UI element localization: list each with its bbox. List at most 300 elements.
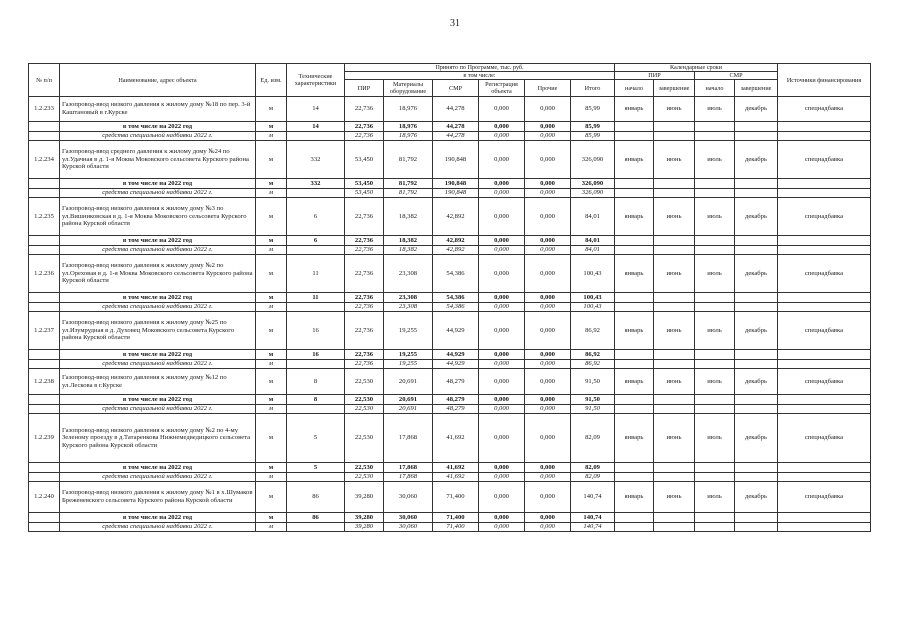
empty-cell — [654, 246, 695, 255]
other-cost: 0,000 — [525, 141, 571, 179]
empty-cell — [735, 405, 778, 414]
header-including: в том числе: — [345, 72, 615, 80]
reg-value: 0,000 — [479, 189, 525, 198]
smr-value: 44,929 — [433, 350, 479, 360]
materials-cost: 17,868 — [384, 414, 433, 463]
subtotal-row — [29, 463, 871, 473]
table-row — [29, 198, 871, 236]
total-value: 84,01 — [571, 236, 615, 246]
unit: м — [256, 303, 287, 312]
smr-value: 44,278 — [433, 122, 479, 132]
other-cost: 0,000 — [525, 312, 571, 350]
special-funds-row — [29, 303, 871, 312]
empty-cell — [695, 513, 735, 523]
funding-source: спецнадбавка — [778, 482, 871, 513]
other-value: 0,000 — [525, 463, 571, 473]
reg-value: 0,000 — [479, 303, 525, 312]
empty-cell — [695, 179, 735, 189]
subtotal-label: в том числе на 2022 год — [60, 179, 256, 189]
special-funds-label: средства специальной надбавки 2022 г. — [60, 189, 256, 198]
empty-cell — [778, 463, 871, 473]
total-cost: 140,74 — [571, 482, 615, 513]
total-cost: 91,50 — [571, 369, 615, 395]
pir-cost: 22,736 — [345, 198, 384, 236]
tech-characteristic: 16 — [287, 350, 345, 360]
mat-value: 81,792 — [384, 179, 433, 189]
mat-value: 20,691 — [384, 405, 433, 414]
pir-value: 22,736 — [345, 122, 384, 132]
materials-cost: 18,382 — [384, 198, 433, 236]
other-value: 0,000 — [525, 293, 571, 303]
empty-cell — [735, 523, 778, 532]
special-funds-row — [29, 246, 871, 255]
empty-cell — [29, 189, 60, 198]
empty-cell — [29, 350, 60, 360]
other-cost: 0,000 — [525, 198, 571, 236]
pir-value: 22,530 — [345, 473, 384, 482]
header-registration: Регистрация объекта — [479, 80, 525, 97]
reg-value: 0,000 — [479, 236, 525, 246]
smr-value: 54,386 — [433, 293, 479, 303]
smr-cost: 42,892 — [433, 198, 479, 236]
empty-cell — [29, 473, 60, 482]
registration-cost: 0,000 — [479, 198, 525, 236]
mat-value: 30,060 — [384, 513, 433, 523]
total-value: 326,090 — [571, 189, 615, 198]
mat-value: 18,382 — [384, 236, 433, 246]
special-funds-row — [29, 405, 871, 414]
subtotal-row — [29, 122, 871, 132]
smr-value: 190,848 — [433, 179, 479, 189]
tech-characteristic: 5 — [287, 463, 345, 473]
table-header — [29, 64, 871, 97]
pir-end: июнь — [654, 141, 695, 179]
empty-cell — [735, 513, 778, 523]
empty-cell — [615, 405, 654, 414]
row-id: 1.2.238 — [29, 369, 60, 395]
total-cost: 85,99 — [571, 97, 615, 122]
empty-cell — [695, 523, 735, 532]
empty-cell — [778, 236, 871, 246]
total-value: 82,09 — [571, 463, 615, 473]
unit: м — [256, 198, 287, 236]
object-name: Газопровод-ввод низкого давления к жилому дому №12 по ул.Лескова в г.Курске — [60, 369, 256, 395]
empty-cell — [735, 236, 778, 246]
reg-value: 0,000 — [479, 179, 525, 189]
mat-value: 30,060 — [384, 523, 433, 532]
empty-cell — [615, 395, 654, 405]
empty-cell — [778, 246, 871, 255]
total-value: 82,09 — [571, 473, 615, 482]
smr-cost: 41,692 — [433, 414, 479, 463]
smr-cost: 71,400 — [433, 482, 479, 513]
pir-value: 22,736 — [345, 360, 384, 369]
empty-cell — [778, 293, 871, 303]
registration-cost: 0,000 — [479, 141, 525, 179]
materials-cost: 30,060 — [384, 482, 433, 513]
tech-characteristic — [287, 473, 345, 482]
unit: м — [256, 293, 287, 303]
empty-cell — [778, 132, 871, 141]
smr-start: июль — [695, 198, 735, 236]
empty-cell — [29, 132, 60, 141]
empty-cell — [29, 395, 60, 405]
empty-cell — [695, 360, 735, 369]
row-id: 1.2.236 — [29, 255, 60, 293]
empty-cell — [778, 179, 871, 189]
smr-value: 42,892 — [433, 246, 479, 255]
mat-value: 81,792 — [384, 189, 433, 198]
pir-end: июнь — [654, 255, 695, 293]
unit: м — [256, 360, 287, 369]
empty-cell — [615, 360, 654, 369]
total-value: 85,99 — [571, 122, 615, 132]
special-funds-label: средства специальной надбавки 2022 г. — [60, 523, 256, 532]
other-value: 0,000 — [525, 303, 571, 312]
special-funds-label: средства специальной надбавки 2022 г. — [60, 246, 256, 255]
empty-cell — [695, 463, 735, 473]
tech-characteristic: 5 — [287, 414, 345, 463]
empty-cell — [615, 179, 654, 189]
smr-end: декабрь — [735, 482, 778, 513]
row-id: 1.2.234 — [29, 141, 60, 179]
empty-cell — [695, 236, 735, 246]
unit: м — [256, 122, 287, 132]
mat-value: 17,868 — [384, 463, 433, 473]
empty-cell — [29, 303, 60, 312]
other-cost: 0,000 — [525, 255, 571, 293]
pir-cost: 22,530 — [345, 414, 384, 463]
header-name: Наименование, адрес объекта — [60, 64, 256, 97]
tech-characteristic: 8 — [287, 369, 345, 395]
smr-value: 44,278 — [433, 132, 479, 141]
row-id: 1.2.237 — [29, 312, 60, 350]
smr-start: июль — [695, 369, 735, 395]
row-id: 1.2.233 — [29, 97, 60, 122]
pir-value: 53,450 — [345, 179, 384, 189]
empty-cell — [615, 293, 654, 303]
tech-characteristic — [287, 405, 345, 414]
pir-start: январь — [615, 414, 654, 463]
empty-cell — [615, 350, 654, 360]
other-cost: 0,000 — [525, 482, 571, 513]
smr-value: 71,400 — [433, 523, 479, 532]
smr-start: июль — [695, 414, 735, 463]
empty-cell — [29, 236, 60, 246]
special-funds-label: средства специальной надбавки 2022 г. — [60, 303, 256, 312]
empty-cell — [29, 246, 60, 255]
pir-value: 22,736 — [345, 350, 384, 360]
empty-cell — [778, 303, 871, 312]
empty-cell — [695, 246, 735, 255]
reg-value: 0,000 — [479, 473, 525, 482]
tech-characteristic: 6 — [287, 236, 345, 246]
empty-cell — [615, 236, 654, 246]
pir-start: январь — [615, 369, 654, 395]
tech-characteristic: 11 — [287, 293, 345, 303]
header-pir-end: завершение — [654, 80, 695, 97]
smr-value: 48,279 — [433, 405, 479, 414]
header-cal-pir: ПИР — [615, 72, 695, 80]
unit: м — [256, 395, 287, 405]
empty-cell — [654, 463, 695, 473]
empty-cell — [735, 350, 778, 360]
table-row — [29, 369, 871, 395]
funding-source: спецнадбавка — [778, 414, 871, 463]
reg-value: 0,000 — [479, 246, 525, 255]
empty-cell — [654, 122, 695, 132]
smr-cost: 48,279 — [433, 369, 479, 395]
mat-value: 17,868 — [384, 473, 433, 482]
smr-end: декабрь — [735, 312, 778, 350]
registration-cost: 0,000 — [479, 312, 525, 350]
unit: м — [256, 179, 287, 189]
total-value: 91,50 — [571, 395, 615, 405]
total-value: 140,74 — [571, 513, 615, 523]
total-cost: 100,43 — [571, 255, 615, 293]
total-value: 326,090 — [571, 179, 615, 189]
funding-source: спецнадбавка — [778, 141, 871, 179]
row-id: 1.2.239 — [29, 414, 60, 463]
total-value: 85,99 — [571, 132, 615, 141]
empty-cell — [654, 350, 695, 360]
funding-source: спецнадбавка — [778, 255, 871, 293]
empty-cell — [29, 360, 60, 369]
empty-cell — [695, 405, 735, 414]
subtotal-row — [29, 179, 871, 189]
special-funds-row — [29, 132, 871, 141]
reg-value: 0,000 — [479, 395, 525, 405]
unit: м — [256, 312, 287, 350]
empty-cell — [29, 122, 60, 132]
empty-cell — [654, 523, 695, 532]
empty-cell — [29, 293, 60, 303]
smr-start: июль — [695, 141, 735, 179]
smr-value: 41,692 — [433, 463, 479, 473]
unit: м — [256, 141, 287, 179]
header-smr-start: начало — [695, 80, 735, 97]
empty-cell — [654, 360, 695, 369]
table-row — [29, 97, 871, 122]
pir-value: 22,736 — [345, 303, 384, 312]
empty-cell — [615, 473, 654, 482]
object-name: Газопровод-ввод низкого давления к жилому дому №18 по пер. 3-й Каштановый в г.Курске — [60, 97, 256, 122]
unit: м — [256, 414, 287, 463]
header-pir: ПИР — [345, 80, 384, 97]
funding-source: спецнадбавка — [778, 97, 871, 122]
tech-characteristic: 6 — [287, 198, 345, 236]
tech-characteristic — [287, 132, 345, 141]
empty-cell — [654, 513, 695, 523]
tech-characteristic: 8 — [287, 395, 345, 405]
other-value: 0,000 — [525, 523, 571, 532]
header-calendar: Календарные сроки — [615, 64, 778, 72]
special-funds-row — [29, 523, 871, 532]
pir-end: июнь — [654, 482, 695, 513]
pir-value: 22,530 — [345, 405, 384, 414]
registration-cost: 0,000 — [479, 255, 525, 293]
tech-characteristic: 332 — [287, 179, 345, 189]
subtotal-label: в том числе на 2022 год — [60, 122, 256, 132]
other-value: 0,000 — [525, 122, 571, 132]
empty-cell — [778, 189, 871, 198]
pir-end: июнь — [654, 97, 695, 122]
tech-characteristic: 16 — [287, 312, 345, 350]
other-value: 0,000 — [525, 473, 571, 482]
funding-source: спецнадбавка — [778, 312, 871, 350]
subtotal-row — [29, 236, 871, 246]
other-cost: 0,000 — [525, 97, 571, 122]
total-value: 84,01 — [571, 246, 615, 255]
registration-cost: 0,000 — [479, 414, 525, 463]
header-smr: СМР — [433, 80, 479, 97]
unit: м — [256, 132, 287, 141]
tech-characteristic — [287, 303, 345, 312]
pir-start: январь — [615, 482, 654, 513]
pir-value: 22,736 — [345, 246, 384, 255]
empty-cell — [778, 360, 871, 369]
tech-characteristic: 86 — [287, 482, 345, 513]
pir-value: 22,530 — [345, 395, 384, 405]
reg-value: 0,000 — [479, 360, 525, 369]
table-row — [29, 414, 871, 463]
pir-cost: 22,736 — [345, 255, 384, 293]
subtotal-row — [29, 395, 871, 405]
pir-cost: 39,280 — [345, 482, 384, 513]
smr-value: 48,279 — [433, 395, 479, 405]
empty-cell — [695, 473, 735, 482]
mat-value: 18,382 — [384, 246, 433, 255]
unit: м — [256, 246, 287, 255]
tech-characteristic — [287, 523, 345, 532]
empty-cell — [735, 122, 778, 132]
materials-cost: 23,308 — [384, 255, 433, 293]
pir-end: июнь — [654, 312, 695, 350]
pir-cost: 22,736 — [345, 312, 384, 350]
header-total: Итого — [571, 80, 615, 97]
tech-characteristic: 332 — [287, 141, 345, 179]
unit: м — [256, 482, 287, 513]
subtotal-row — [29, 293, 871, 303]
header-pir-start: начало — [615, 80, 654, 97]
empty-cell — [735, 473, 778, 482]
header-smr-end: завершение — [735, 80, 778, 97]
subtotal-row — [29, 350, 871, 360]
object-name: Газопровод-ввод низкого давления к жилому дому №2 по ул.Ореховая в д. 1-я Моква Моковского сельсовета Курского района Курской области — [60, 255, 256, 293]
special-funds-label: средства специальной надбавки 2022 г. — [60, 132, 256, 141]
other-value: 0,000 — [525, 189, 571, 198]
header-materials: Материалы оборудование — [384, 80, 433, 97]
total-cost: 86,92 — [571, 312, 615, 350]
object-name: Газопровод-ввод низкого давления к жилому дому №3 по ул.Вишниковская в д. 1-я Моква Моковского сельсовета Курского района Курской области — [60, 198, 256, 236]
unit: м — [256, 369, 287, 395]
pir-value: 39,280 — [345, 513, 384, 523]
empty-cell — [654, 303, 695, 312]
pir-start: январь — [615, 198, 654, 236]
pir-value: 22,736 — [345, 132, 384, 141]
header-accepted: Принято по Программе, тыс. руб. — [345, 64, 615, 72]
row-id: 1.2.240 — [29, 482, 60, 513]
smr-end: декабрь — [735, 198, 778, 236]
smr-end: декабрь — [735, 369, 778, 395]
pir-value: 22,736 — [345, 236, 384, 246]
pir-cost: 22,736 — [345, 97, 384, 122]
tech-characteristic: 11 — [287, 255, 345, 293]
reg-value: 0,000 — [479, 132, 525, 141]
table-body — [29, 97, 871, 532]
other-value: 0,000 — [525, 236, 571, 246]
subtotal-label: в том числе на 2022 год — [60, 350, 256, 360]
registration-cost: 0,000 — [479, 97, 525, 122]
unit: м — [256, 473, 287, 482]
subtotal-label: в том числе на 2022 год — [60, 463, 256, 473]
unit: м — [256, 97, 287, 122]
object-name: Газопровод-ввод низкого давления к жилому дому №2 по 4-му Зеленому проезду в д.Татаренкова Нижнемедведицкого сельсовета Курского района Курской области — [60, 414, 256, 463]
smr-cost: 44,929 — [433, 312, 479, 350]
mat-value: 19,255 — [384, 350, 433, 360]
other-value: 0,000 — [525, 132, 571, 141]
pir-start: январь — [615, 255, 654, 293]
tech-characteristic: 86 — [287, 513, 345, 523]
total-cost: 84,01 — [571, 198, 615, 236]
empty-cell — [29, 405, 60, 414]
header-unit: Ед. изм. — [256, 64, 287, 97]
other-value: 0,000 — [525, 179, 571, 189]
subtotal-label: в том числе на 2022 год — [60, 395, 256, 405]
table-row — [29, 482, 871, 513]
empty-cell — [735, 293, 778, 303]
empty-cell — [778, 395, 871, 405]
subtotal-label: в том числе на 2022 год — [60, 513, 256, 523]
empty-cell — [695, 189, 735, 198]
unit: м — [256, 405, 287, 414]
smr-value: 71,400 — [433, 513, 479, 523]
reg-value: 0,000 — [479, 463, 525, 473]
object-name: Газопровод-ввод среднего давления к жилому дому №24 по ул.Удачная в д. 1-я Моква Моковского сельсовета Курского района Курской области — [60, 141, 256, 179]
materials-cost: 81,792 — [384, 141, 433, 179]
header-source: Источники финансирования — [778, 64, 871, 97]
mat-value: 19,255 — [384, 360, 433, 369]
empty-cell — [778, 122, 871, 132]
unit: м — [256, 513, 287, 523]
smr-value: 44,929 — [433, 360, 479, 369]
empty-cell — [654, 132, 695, 141]
empty-cell — [654, 395, 695, 405]
other-cost: 0,000 — [525, 369, 571, 395]
empty-cell — [615, 122, 654, 132]
pir-value: 22,530 — [345, 463, 384, 473]
materials-cost: 19,255 — [384, 312, 433, 350]
empty-cell — [778, 473, 871, 482]
reg-value: 0,000 — [479, 350, 525, 360]
empty-cell — [735, 360, 778, 369]
smr-end: декабрь — [735, 255, 778, 293]
empty-cell — [778, 350, 871, 360]
tech-characteristic — [287, 360, 345, 369]
empty-cell — [29, 513, 60, 523]
smr-end: декабрь — [735, 141, 778, 179]
special-funds-row — [29, 360, 871, 369]
reg-value: 0,000 — [479, 523, 525, 532]
header-cal-smr: СМР — [695, 72, 778, 80]
empty-cell — [735, 132, 778, 141]
empty-cell — [695, 293, 735, 303]
table-row — [29, 255, 871, 293]
smr-start: июль — [695, 312, 735, 350]
empty-cell — [615, 303, 654, 312]
empty-cell — [735, 303, 778, 312]
special-funds-row — [29, 189, 871, 198]
